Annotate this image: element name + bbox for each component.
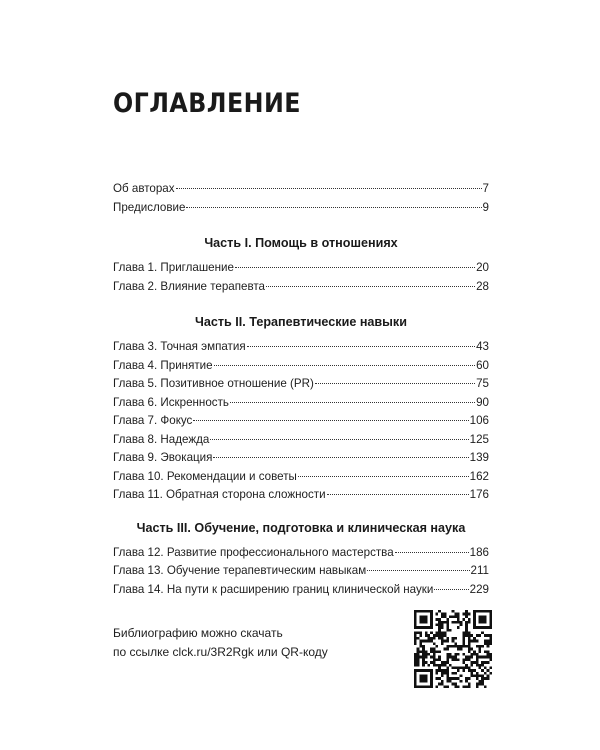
dot-leader bbox=[210, 439, 468, 440]
dot-leader bbox=[213, 457, 468, 458]
bibliography-note bbox=[113, 624, 328, 662]
toc-entry-page: 75 bbox=[476, 377, 489, 390]
toc-entry-page: 176 bbox=[469, 488, 489, 501]
dot-leader bbox=[230, 402, 475, 403]
toc-entry-chapter-3[interactable] bbox=[113, 338, 489, 357]
dot-leader bbox=[193, 420, 468, 421]
toc-entry-authors[interactable] bbox=[113, 180, 489, 199]
toc-entry-page: 139 bbox=[469, 451, 489, 464]
toc-entry-chapter-10[interactable] bbox=[113, 468, 489, 487]
toc-entry-chapter-9[interactable] bbox=[113, 449, 489, 468]
dot-leader bbox=[186, 207, 481, 208]
part-1-heading: Часть I. Помощь в отношениях bbox=[204, 236, 398, 250]
toc-entry-label: Глава 6. Искренность bbox=[113, 395, 229, 409]
dot-leader bbox=[327, 494, 469, 495]
dot-leader bbox=[395, 552, 469, 553]
toc-entry-chapter-13[interactable] bbox=[113, 562, 489, 581]
toc-entry-page: 186 bbox=[469, 545, 489, 559]
dot-leader bbox=[266, 286, 475, 287]
part-3-heading: Часть III. Обучение, подготовка и клиническая наука bbox=[136, 520, 466, 535]
toc-entry-page: 229 bbox=[469, 582, 489, 596]
toc-entry-label: Глава 9. Эвокация bbox=[113, 451, 213, 464]
toc-entry-chapter-8[interactable] bbox=[113, 431, 489, 450]
toc-entry-page: 162 bbox=[469, 469, 489, 483]
part-2-heading: Часть II. Терапевтические навыки bbox=[195, 315, 407, 329]
toc-entry-page: 60 bbox=[476, 358, 489, 372]
toc-entry-page: 211 bbox=[470, 564, 489, 577]
toc-entry-preface[interactable] bbox=[113, 199, 489, 218]
toc-entry-page: 28 bbox=[476, 279, 489, 293]
qr-modules bbox=[414, 610, 492, 688]
toc-entry-chapter-11[interactable] bbox=[113, 486, 489, 505]
dot-leader bbox=[176, 188, 482, 189]
dot-leader bbox=[298, 476, 469, 477]
toc-entry-chapter-4[interactable] bbox=[113, 357, 489, 376]
qr-code-icon[interactable] bbox=[414, 610, 492, 688]
dot-leader bbox=[434, 589, 468, 590]
dot-leader bbox=[315, 383, 475, 384]
toc-entry-chapter-14[interactable] bbox=[113, 581, 489, 600]
toc-entry-label: Глава 5. Позитивное отношение (PR) bbox=[113, 377, 314, 390]
toc-entry-page: 7 bbox=[482, 182, 489, 195]
page-title: ОГЛАВЛЕНИЕ bbox=[113, 88, 301, 119]
bibliography-line-2[interactable]: по ссылке clck.ru/3R2Rgk или QR-коду bbox=[113, 645, 328, 659]
toc-entry-page: 20 bbox=[476, 261, 489, 274]
toc-entry-label: Глава 14. На пути к расширению границ клинической науки bbox=[113, 582, 434, 596]
toc-entry-label: Глава 4. Принятие bbox=[113, 358, 213, 372]
toc-entry-chapter-2[interactable] bbox=[113, 278, 489, 297]
toc-entry-label: Глава 8. Надежда bbox=[113, 432, 210, 446]
bibliography-line-1: Библиографию можно скачать bbox=[113, 626, 283, 640]
toc-entry-label: Глава 7. Фокус bbox=[113, 414, 193, 427]
dot-leader bbox=[367, 570, 469, 571]
toc-entry-chapter-1[interactable] bbox=[113, 259, 489, 278]
toc-entry-label: Глава 1. Приглашение bbox=[113, 261, 234, 274]
toc-entry-label: Предисловие bbox=[113, 200, 186, 214]
dot-leader bbox=[235, 267, 475, 268]
toc-entry-chapter-5[interactable] bbox=[113, 375, 489, 394]
toc-entry-page: 90 bbox=[476, 395, 489, 409]
toc-entry-page: 9 bbox=[482, 200, 489, 214]
toc-entry-label: Глава 3. Точная эмпатия bbox=[113, 340, 246, 353]
toc-entry-label: Глава 13. Обучение терапевтическим навыкам bbox=[113, 564, 367, 577]
dot-leader bbox=[247, 346, 475, 347]
toc-entry-chapter-7[interactable] bbox=[113, 412, 489, 431]
toc-entry-label: Глава 2. Влияние терапевта bbox=[113, 279, 266, 293]
toc-entry-page: 125 bbox=[469, 432, 489, 446]
table-of-contents bbox=[113, 180, 489, 599]
toc-entry-page: 43 bbox=[476, 340, 489, 353]
dot-leader bbox=[214, 365, 475, 366]
toc-entry-page: 106 bbox=[469, 414, 489, 427]
toc-entry-label: Об авторах bbox=[113, 182, 175, 195]
toc-entry-label: Глава 11. Обратная сторона сложности bbox=[113, 488, 326, 501]
toc-entry-label: Глава 12. Развитие профессионального мастерства bbox=[113, 545, 394, 559]
toc-entry-chapter-12[interactable] bbox=[113, 544, 489, 563]
toc-entry-label: Глава 10. Рекомендации и советы bbox=[113, 469, 297, 483]
toc-entry-chapter-6[interactable] bbox=[113, 394, 489, 413]
